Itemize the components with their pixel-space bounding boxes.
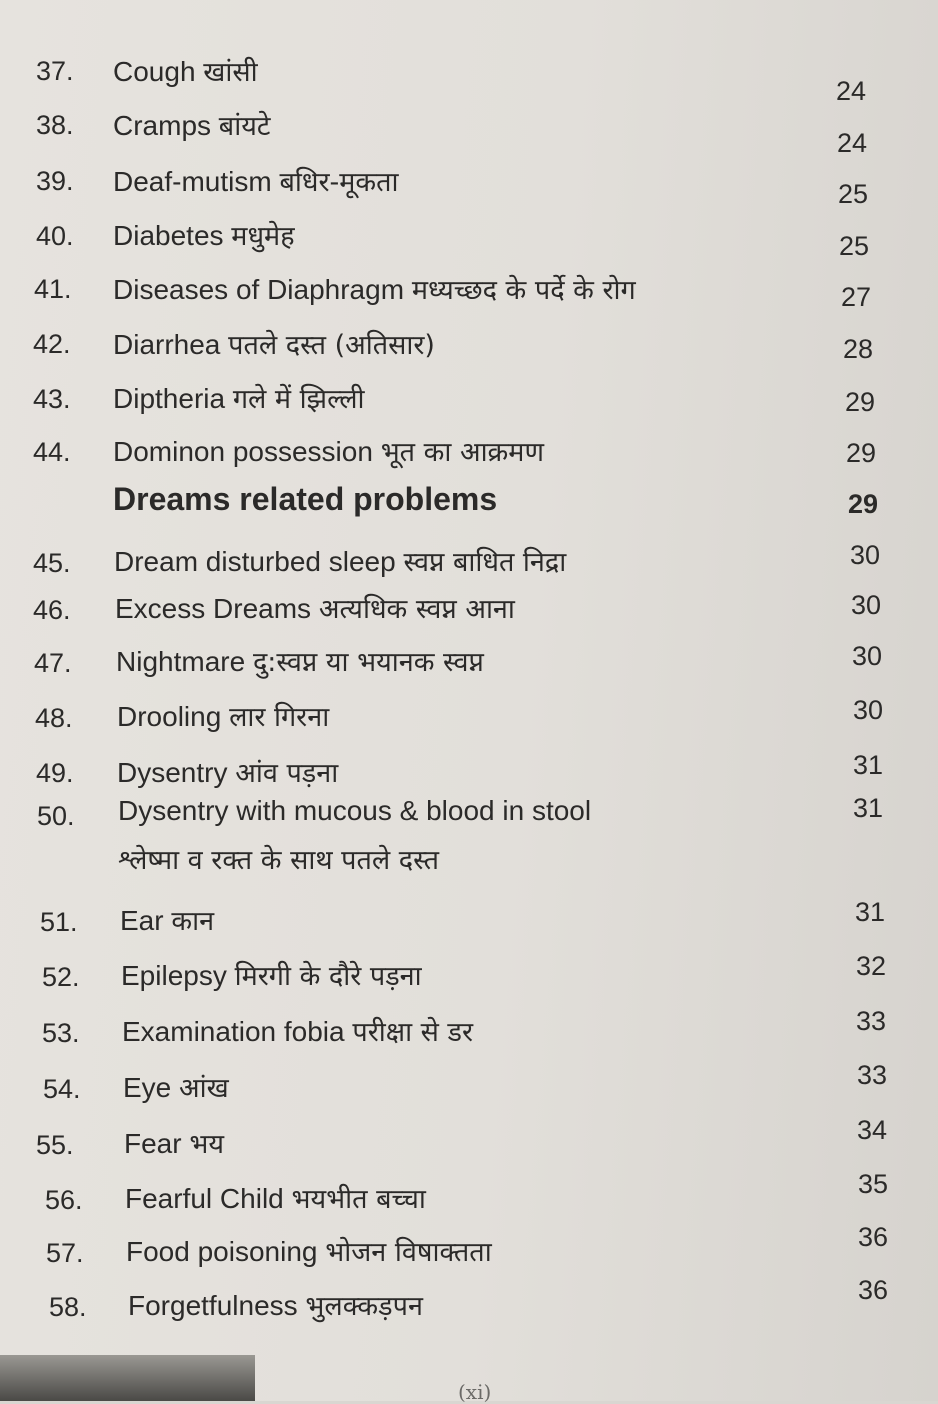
entry-title-hi: भुलक्कड़पन: [305, 1291, 423, 1322]
entry-number: 43.: [33, 384, 71, 414]
entry-page: 31: [853, 750, 884, 780]
entry-title-en: Diabetes: [113, 220, 224, 251]
entry-title: [128, 1286, 423, 1323]
entry-number: 56.: [45, 1185, 83, 1215]
entry-number: 45.: [33, 548, 71, 578]
entry-title-hi: कान: [171, 906, 215, 937]
entry-title-hi: आंव पड़ना: [235, 758, 339, 789]
entry-page: 29: [846, 438, 877, 468]
entry-number: 50.: [37, 801, 75, 831]
entry-title-en: Diarrhea: [113, 329, 221, 360]
entry-number: 38.: [36, 110, 74, 140]
entry-number: 41.: [34, 274, 72, 304]
entry-title-en: Deaf-mutism: [113, 166, 272, 197]
entry-number: 49.: [36, 758, 74, 788]
entry-page: 24: [836, 76, 867, 106]
entry-title: [113, 379, 365, 416]
entry-number: 58.: [49, 1292, 87, 1322]
entry-number: 54.: [43, 1074, 81, 1104]
entry-title-hi: बांयटे: [218, 111, 271, 142]
entry-title: [123, 1068, 229, 1105]
entry-title: [124, 1124, 224, 1161]
entry-title-hi: आंख: [179, 1073, 229, 1104]
entry-page: 29: [848, 489, 879, 519]
entry-number: 55.: [36, 1130, 74, 1160]
entry-title-en: Ear: [120, 905, 164, 936]
entry-title-en: Dysentry: [117, 757, 228, 788]
entry-page: 36: [858, 1275, 889, 1305]
entry-page: 33: [857, 1060, 888, 1090]
section-heading: Dreams related problems: [113, 481, 498, 517]
entry-page: 31: [855, 897, 886, 927]
entry-title-en: Dominon possession: [113, 436, 373, 467]
entry-page: 34: [857, 1115, 888, 1145]
entry-title-hi: भयभीत बच्चा: [291, 1184, 426, 1215]
entry-page: 29: [845, 387, 876, 417]
entry-page: 25: [839, 231, 870, 261]
entry-page: 30: [852, 641, 883, 671]
entry-title: [121, 956, 422, 993]
entry-title-en: Dysentry with mucous & blood in stool: [118, 795, 592, 826]
entry-page: 30: [853, 695, 884, 725]
entry-title-hi: परीक्षा से डर: [352, 1017, 473, 1048]
entry-page: 31: [853, 793, 884, 823]
entry-number: 48.: [35, 703, 73, 733]
entry-page: 25: [838, 179, 869, 209]
entry-title-hi: स्वप्न बाधित निद्रा: [403, 547, 567, 578]
entry-title: [113, 432, 544, 469]
entry-number: 42.: [33, 329, 71, 359]
entry-title: [125, 1179, 426, 1216]
entry-title-en: Nightmare: [116, 646, 246, 677]
entry-title-hi: अत्यधिक स्वप्न आना: [318, 594, 515, 625]
entry-title-hi: भोजन विषाक्तता: [325, 1237, 492, 1268]
entry-title: [113, 162, 399, 199]
entry-number: 46.: [33, 595, 71, 625]
photo-shadow: [0, 1355, 255, 1401]
entry-title-en: Forgetfulness: [128, 1290, 298, 1321]
entry-number: 39.: [36, 166, 74, 196]
entry-title: [116, 642, 484, 679]
entry-title: [113, 325, 435, 362]
entry-number: 53.: [42, 1018, 80, 1048]
entry-title-en: Diptheria: [113, 383, 226, 414]
entry-title-en: Fearful Child: [125, 1183, 284, 1214]
entry-number: 40.: [36, 221, 74, 251]
entry-page: 30: [851, 590, 882, 620]
entry-number: 37.: [36, 56, 74, 86]
entry-title-hi: मधुमेह: [231, 221, 295, 252]
entry-page: 30: [850, 540, 881, 570]
entry-title: [113, 270, 636, 307]
entry-title: [117, 697, 329, 734]
entry-page: 27: [841, 282, 872, 312]
entry-number: 51.: [40, 907, 78, 937]
entry-title-en: Epilepsy: [121, 960, 227, 991]
entry-title-hi: गले में झिल्ली: [232, 384, 365, 415]
entry-title-hi: भूत का आक्रमण: [380, 437, 544, 468]
entry-title: [114, 542, 566, 579]
entry-page: 33: [856, 1006, 887, 1036]
entry-page: 24: [837, 128, 868, 158]
entry-page: 35: [858, 1169, 889, 1199]
entry-title: [113, 216, 295, 253]
entry-number: 47.: [34, 648, 72, 678]
entry-title-hi: लार गिरना: [229, 702, 330, 733]
entry-title-en: Eye: [123, 1072, 172, 1103]
entry-title: [122, 1012, 473, 1049]
entry-title-hi: मध्यच्छद के पर्दे के रोग: [411, 275, 636, 306]
entry-title-en: Fear: [124, 1128, 182, 1159]
entry-title-hi: खांसी: [203, 57, 258, 88]
entry-page: 28: [843, 334, 874, 364]
entry-title-en: Cough: [113, 56, 196, 87]
entry-title-en: Drooling: [117, 701, 222, 732]
entry-title-en: Cramps: [113, 110, 212, 141]
entry-title-en: Excess Dreams: [115, 593, 312, 624]
entry-title-hi: बधिर-मूकता: [279, 167, 399, 198]
entry-title: [113, 52, 258, 89]
entry-title: [126, 1232, 492, 1269]
entry-title-hi: दु:स्वप्न या भयानक स्वप्न: [252, 647, 484, 678]
entry-number: 44.: [33, 437, 71, 467]
entry-title-en: Dream disturbed sleep: [114, 546, 396, 577]
page-number-footer: (xi): [458, 1380, 492, 1404]
entry-title-hi: श्लेष्मा व रक्त के साथ पतले दस्त: [118, 845, 440, 876]
entry-title-hi: मिरगी के दौरे पड़ना: [234, 961, 422, 992]
entry-title: [120, 901, 214, 938]
entry-title-hi: भय: [189, 1129, 225, 1160]
entry-number: 52.: [42, 962, 80, 992]
entry-title-en: Examination fobia: [122, 1016, 345, 1047]
entry-page: 36: [858, 1222, 889, 1252]
entry-page: 32: [856, 951, 887, 981]
entry-title-en: Food poisoning: [126, 1236, 318, 1267]
entry-title: [113, 106, 270, 143]
entry-title: [117, 753, 338, 790]
entry-title-hi: पतले दस्त (अतिसार): [228, 330, 435, 361]
entry-number: 57.: [46, 1238, 84, 1268]
entry-title-en: Diseases of Diaphragm: [113, 274, 405, 305]
entry-title: [115, 589, 515, 626]
